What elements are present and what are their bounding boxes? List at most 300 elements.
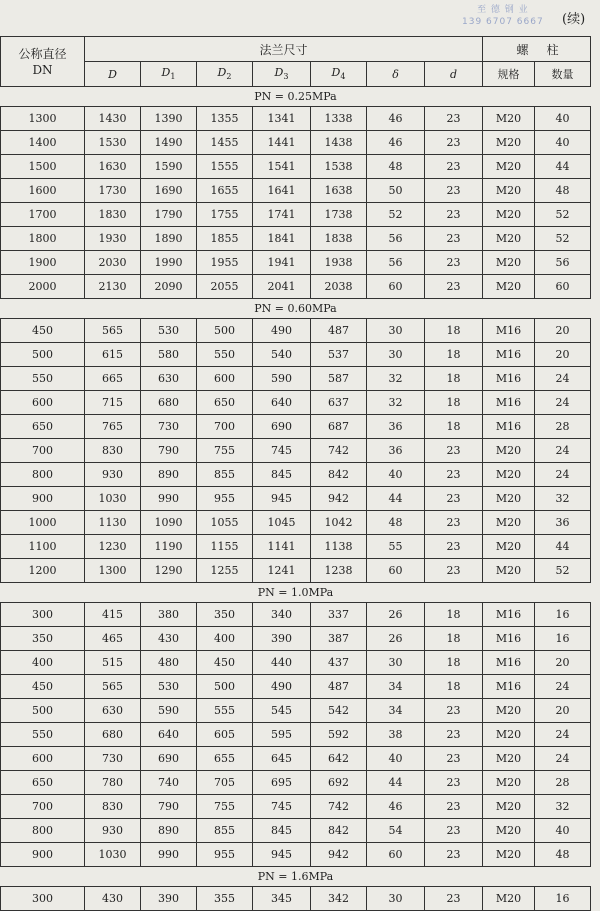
table-cell: 790 — [141, 439, 197, 463]
table-row — [1, 535, 591, 559]
table-cell: M16 — [483, 343, 535, 367]
table-row — [1, 343, 591, 367]
table-cell: 437 — [311, 651, 367, 675]
table-row — [1, 439, 591, 463]
table-cell: 55 — [367, 535, 425, 559]
table-cell: 740 — [141, 771, 197, 795]
table-cell: 350 — [1, 627, 85, 651]
table-cell: 755 — [197, 439, 253, 463]
table-row — [1, 511, 591, 535]
table-cell: M16 — [483, 675, 535, 699]
table-cell: 1300 — [85, 559, 141, 583]
table-cell: 642 — [311, 747, 367, 771]
pressure-section-row — [1, 583, 591, 603]
table-cell: 630 — [85, 699, 141, 723]
table-cell: 1400 — [1, 131, 85, 155]
table-cell: 337 — [311, 603, 367, 627]
table-cell: 1230 — [85, 535, 141, 559]
table-cell: 730 — [85, 747, 141, 771]
table-cell: 56 — [535, 251, 591, 275]
table-cell: 23 — [425, 463, 483, 487]
table-cell: 24 — [535, 439, 591, 463]
table-cell: 990 — [141, 843, 197, 867]
table-cell: 32 — [367, 367, 425, 391]
table-cell: M20 — [483, 723, 535, 747]
table-cell: 1138 — [311, 535, 367, 559]
table-cell: 765 — [85, 415, 141, 439]
flange-dimensions-table — [0, 36, 591, 911]
table-cell: M20 — [483, 795, 535, 819]
table-cell: 52 — [367, 203, 425, 227]
table-cell: 24 — [535, 391, 591, 415]
table-cell: 500 — [1, 699, 85, 723]
table-cell: 900 — [1, 487, 85, 511]
table-cell: 23 — [425, 439, 483, 463]
table-cell: 555 — [197, 699, 253, 723]
table-cell: 600 — [197, 367, 253, 391]
continued-label: (续) — [562, 12, 586, 27]
table-row — [1, 415, 591, 439]
table-cell: M20 — [483, 887, 535, 911]
table-cell: 300 — [1, 603, 85, 627]
table-cell: 700 — [197, 415, 253, 439]
watermark — [462, 4, 544, 28]
table-cell: M20 — [483, 107, 535, 131]
pressure-section-row — [1, 867, 591, 887]
table-row — [1, 463, 591, 487]
table-cell: 490 — [253, 319, 311, 343]
table-cell: 1655 — [197, 179, 253, 203]
table-cell: 34 — [367, 675, 425, 699]
table-cell: 26 — [367, 603, 425, 627]
table-cell: 1738 — [311, 203, 367, 227]
table-cell: 2000 — [1, 275, 85, 299]
table-cell: M20 — [483, 131, 535, 155]
table-cell: 1130 — [85, 511, 141, 535]
col-D: D — [85, 62, 141, 87]
table-cell: 23 — [425, 723, 483, 747]
table-row — [1, 391, 591, 415]
table-cell: 46 — [367, 131, 425, 155]
table-cell: 945 — [253, 843, 311, 867]
table-cell: 400 — [1, 651, 85, 675]
table-cell: 16 — [535, 627, 591, 651]
table-cell: 540 — [253, 343, 311, 367]
table-cell: 500 — [197, 675, 253, 699]
table-cell: 630 — [141, 367, 197, 391]
table-cell: 300 — [1, 887, 85, 911]
table-body — [1, 87, 591, 911]
table-cell: 44 — [367, 487, 425, 511]
table-cell: 2038 — [311, 275, 367, 299]
table-cell: 44 — [367, 771, 425, 795]
table-cell: 40 — [535, 131, 591, 155]
table-cell: 800 — [1, 463, 85, 487]
table-cell: 1390 — [141, 107, 197, 131]
table-cell: 1530 — [85, 131, 141, 155]
table-cell: 680 — [141, 391, 197, 415]
table-cell: M20 — [483, 511, 535, 535]
table-cell: 23 — [425, 251, 483, 275]
table-cell: 855 — [197, 463, 253, 487]
table-cell: 450 — [1, 675, 85, 699]
table-cell: 23 — [425, 819, 483, 843]
table-cell: 487 — [311, 319, 367, 343]
table-cell: 1838 — [311, 227, 367, 251]
table-cell: 23 — [425, 487, 483, 511]
table-cell: 20 — [535, 319, 591, 343]
table-cell: 592 — [311, 723, 367, 747]
table-cell: 440 — [253, 651, 311, 675]
table-cell: 645 — [253, 747, 311, 771]
table-cell: 1855 — [197, 227, 253, 251]
table-cell: 1030 — [85, 487, 141, 511]
table-cell: 1030 — [85, 843, 141, 867]
table-cell: 56 — [367, 251, 425, 275]
table-cell: 23 — [425, 511, 483, 535]
table-cell: 1100 — [1, 535, 85, 559]
table-cell: 430 — [141, 627, 197, 651]
table-cell: 24 — [535, 723, 591, 747]
table-cell: 930 — [85, 819, 141, 843]
table-cell: 1042 — [311, 511, 367, 535]
table-cell: 28 — [535, 415, 591, 439]
table-cell: 23 — [425, 179, 483, 203]
table-cell: 1790 — [141, 203, 197, 227]
table-cell: 942 — [311, 843, 367, 867]
col-D3: $D_3$ — [253, 62, 311, 87]
table-cell: 665 — [85, 367, 141, 391]
table-cell: 23 — [425, 887, 483, 911]
table-cell: 1000 — [1, 511, 85, 535]
table-cell: 18 — [425, 343, 483, 367]
table-cell: 900 — [1, 843, 85, 867]
table-cell: M20 — [483, 699, 535, 723]
table-cell: 44 — [535, 535, 591, 559]
table-row — [1, 319, 591, 343]
table-cell: 1700 — [1, 203, 85, 227]
table-cell: 500 — [1, 343, 85, 367]
table-cell: 680 — [85, 723, 141, 747]
table-cell: 24 — [535, 367, 591, 391]
table-row — [1, 155, 591, 179]
table-cell: 1741 — [253, 203, 311, 227]
table-cell: 36 — [367, 415, 425, 439]
table-cell: 1190 — [141, 535, 197, 559]
table-cell: 615 — [85, 343, 141, 367]
table-cell: 550 — [1, 367, 85, 391]
table-cell: 390 — [253, 627, 311, 651]
table-cell: 23 — [425, 795, 483, 819]
table-cell: 1441 — [253, 131, 311, 155]
table-cell: M16 — [483, 319, 535, 343]
table-cell: 530 — [141, 319, 197, 343]
table-cell: 415 — [85, 603, 141, 627]
table-cell: 1300 — [1, 107, 85, 131]
table-row — [1, 487, 591, 511]
table-cell: 60 — [367, 275, 425, 299]
table-cell: 40 — [535, 107, 591, 131]
col-D1: $D_1$ — [141, 62, 197, 87]
table-cell: 2030 — [85, 251, 141, 275]
table-cell: 342 — [311, 887, 367, 911]
table-cell: 550 — [197, 343, 253, 367]
col-d: d — [425, 62, 483, 87]
table-cell: 1200 — [1, 559, 85, 583]
table-cell: 1938 — [311, 251, 367, 275]
table-cell: 48 — [535, 843, 591, 867]
table-cell: 640 — [253, 391, 311, 415]
table-cell: 1955 — [197, 251, 253, 275]
table-cell: 1455 — [197, 131, 253, 155]
table-cell: 23 — [425, 771, 483, 795]
table-cell: 640 — [141, 723, 197, 747]
table-cell: 1930 — [85, 227, 141, 251]
table-cell: 1055 — [197, 511, 253, 535]
table-cell: 26 — [367, 627, 425, 651]
table-cell: 23 — [425, 747, 483, 771]
table-cell: 800 — [1, 819, 85, 843]
table-cell: 790 — [141, 795, 197, 819]
table-cell: 20 — [535, 651, 591, 675]
table-cell: 742 — [311, 795, 367, 819]
table-cell: 1555 — [197, 155, 253, 179]
table-cell: M16 — [483, 627, 535, 651]
table-cell: 565 — [85, 319, 141, 343]
table-cell: 942 — [311, 487, 367, 511]
table-cell: 60 — [367, 559, 425, 583]
table-cell: 36 — [535, 511, 591, 535]
pressure-section-row — [1, 87, 591, 107]
table-cell: 18 — [425, 651, 483, 675]
table-cell: 24 — [535, 747, 591, 771]
table-cell: 350 — [197, 603, 253, 627]
table-cell: 40 — [367, 747, 425, 771]
table-cell: 550 — [1, 723, 85, 747]
table-row — [1, 795, 591, 819]
table-cell: 1045 — [253, 511, 311, 535]
table-cell: 50 — [367, 179, 425, 203]
col-D2: $D_2$ — [197, 62, 253, 87]
table-cell: 600 — [1, 391, 85, 415]
table-cell: 23 — [425, 131, 483, 155]
table-row — [1, 887, 591, 911]
table-cell: 1890 — [141, 227, 197, 251]
table-cell: 60 — [367, 843, 425, 867]
table-cell: 955 — [197, 487, 253, 511]
table-row — [1, 843, 591, 867]
table-cell: 430 — [85, 887, 141, 911]
table-cell: M16 — [483, 603, 535, 627]
table-cell: 1490 — [141, 131, 197, 155]
table-cell: 565 — [85, 675, 141, 699]
table-cell: 23 — [425, 107, 483, 131]
table-cell: 450 — [197, 651, 253, 675]
table-row — [1, 651, 591, 675]
table-cell: 692 — [311, 771, 367, 795]
table-cell: 24 — [535, 675, 591, 699]
table-cell: 1238 — [311, 559, 367, 583]
dn-label: DN — [32, 62, 53, 77]
table-cell: 52 — [535, 559, 591, 583]
table-cell: M20 — [483, 203, 535, 227]
table-cell: 24 — [535, 463, 591, 487]
table-cell: 990 — [141, 487, 197, 511]
table-cell: 345 — [253, 887, 311, 911]
table-cell: 355 — [197, 887, 253, 911]
table-cell: 1290 — [141, 559, 197, 583]
table-cell: 515 — [85, 651, 141, 675]
table-cell: 1690 — [141, 179, 197, 203]
table-cell: 44 — [535, 155, 591, 179]
table-cell: 1941 — [253, 251, 311, 275]
table-cell: 655 — [197, 747, 253, 771]
dn-header — [1, 37, 85, 87]
table-cell: 780 — [85, 771, 141, 795]
table-cell: 23 — [425, 275, 483, 299]
table-row — [1, 675, 591, 699]
watermark-phone: 139 6707 6667 — [462, 17, 544, 27]
table-cell: 830 — [85, 439, 141, 463]
table-cell: 52 — [535, 203, 591, 227]
table-cell: 745 — [253, 795, 311, 819]
table-row — [1, 603, 591, 627]
table-row — [1, 771, 591, 795]
table-row — [1, 179, 591, 203]
table-cell: M20 — [483, 487, 535, 511]
table-cell: 1090 — [141, 511, 197, 535]
table-cell: 54 — [367, 819, 425, 843]
table-cell: 23 — [425, 535, 483, 559]
table-cell: 23 — [425, 559, 483, 583]
table-cell: 490 — [253, 675, 311, 699]
table-cell: 450 — [1, 319, 85, 343]
table-cell: 1990 — [141, 251, 197, 275]
table-cell: 38 — [367, 723, 425, 747]
table-cell: 1541 — [253, 155, 311, 179]
table-cell: 890 — [141, 819, 197, 843]
table-cell: 18 — [425, 603, 483, 627]
table-row — [1, 559, 591, 583]
table-cell: 687 — [311, 415, 367, 439]
table-cell: 1755 — [197, 203, 253, 227]
table-cell: 52 — [535, 227, 591, 251]
table-cell: 650 — [197, 391, 253, 415]
table-row — [1, 131, 591, 155]
table-cell: 2090 — [141, 275, 197, 299]
table-cell: M20 — [483, 747, 535, 771]
table-cell: 855 — [197, 819, 253, 843]
col-spec: 规格 — [483, 62, 535, 87]
table-cell: 1600 — [1, 179, 85, 203]
table-cell: 23 — [425, 155, 483, 179]
table-cell: 46 — [367, 107, 425, 131]
table-cell: 605 — [197, 723, 253, 747]
table-cell: 40 — [367, 463, 425, 487]
col-qty: 数量 — [535, 62, 591, 87]
table-cell: 1341 — [253, 107, 311, 131]
table-cell: 46 — [367, 795, 425, 819]
table-cell: 400 — [197, 627, 253, 651]
table-cell: 545 — [253, 699, 311, 723]
table-cell: 16 — [535, 603, 591, 627]
table-cell: M20 — [483, 819, 535, 843]
table-cell: 465 — [85, 627, 141, 651]
table-cell: M20 — [483, 227, 535, 251]
table-cell: 18 — [425, 391, 483, 415]
table-cell: 40 — [535, 819, 591, 843]
table-cell: 695 — [253, 771, 311, 795]
table-cell: 32 — [535, 487, 591, 511]
pressure-section-label: PN = 1.0MPa — [1, 583, 591, 603]
table-cell: 18 — [425, 675, 483, 699]
table-header — [1, 37, 591, 87]
table-cell: 60 — [535, 275, 591, 299]
table-cell: 1830 — [85, 203, 141, 227]
table-cell: 1155 — [197, 535, 253, 559]
table-cell: 2130 — [85, 275, 141, 299]
pressure-section-row — [1, 299, 591, 319]
table-cell: 30 — [367, 887, 425, 911]
table-cell: M20 — [483, 771, 535, 795]
table-cell: 18 — [425, 319, 483, 343]
table-cell: 387 — [311, 627, 367, 651]
table-cell: 530 — [141, 675, 197, 699]
table-cell: 1255 — [197, 559, 253, 583]
table-cell: 1241 — [253, 559, 311, 583]
table-cell: 56 — [367, 227, 425, 251]
table-row — [1, 699, 591, 723]
table-cell: 1141 — [253, 535, 311, 559]
table-cell: 945 — [253, 487, 311, 511]
table-cell: 637 — [311, 391, 367, 415]
table-cell: 1538 — [311, 155, 367, 179]
table-cell: 890 — [141, 463, 197, 487]
table-cell: 500 — [197, 319, 253, 343]
table-cell: 590 — [141, 699, 197, 723]
table-cell: M20 — [483, 559, 535, 583]
table-cell: M16 — [483, 651, 535, 675]
table-cell: 1630 — [85, 155, 141, 179]
table-cell: 18 — [425, 627, 483, 651]
table-cell: 742 — [311, 439, 367, 463]
table-cell: 48 — [535, 179, 591, 203]
table-cell: 30 — [367, 319, 425, 343]
table-cell: 1730 — [85, 179, 141, 203]
table-cell: 20 — [535, 699, 591, 723]
nominal-diameter-label: 公称直径 — [18, 46, 67, 61]
table-cell: M20 — [483, 179, 535, 203]
table-row — [1, 819, 591, 843]
flange-dims-header: 法兰尺寸 — [85, 37, 483, 62]
table-cell: 1355 — [197, 107, 253, 131]
table-cell: 1800 — [1, 227, 85, 251]
pressure-section-label: PN = 0.60MPa — [1, 299, 591, 319]
table-cell: 23 — [425, 227, 483, 251]
table-cell: 390 — [141, 887, 197, 911]
table-cell: 23 — [425, 843, 483, 867]
table-cell: 2055 — [197, 275, 253, 299]
table-cell: 36 — [367, 439, 425, 463]
table-cell: 32 — [535, 795, 591, 819]
table-cell: M20 — [483, 439, 535, 463]
table-row — [1, 107, 591, 131]
table-cell: 30 — [367, 343, 425, 367]
table-cell: M20 — [483, 535, 535, 559]
table-cell: 700 — [1, 795, 85, 819]
table-cell: 23 — [425, 203, 483, 227]
col-D4: $D_4$ — [311, 62, 367, 87]
